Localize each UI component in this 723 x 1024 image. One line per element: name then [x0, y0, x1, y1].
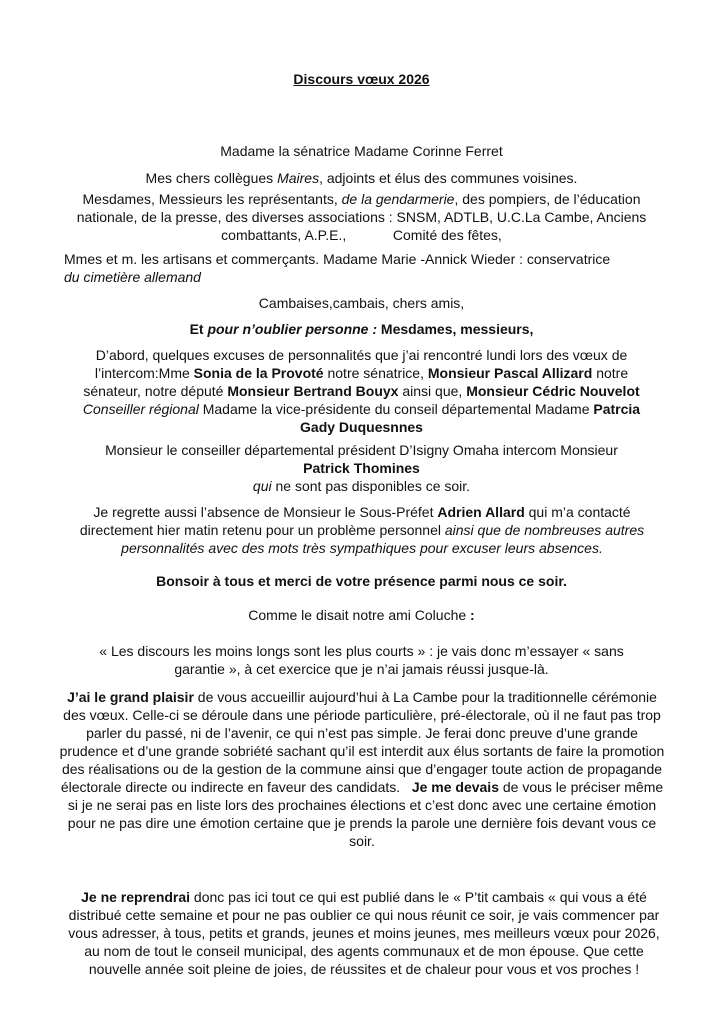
greeting-senatrice	[60, 142, 663, 160]
excuses-text-2: notre sénatrice,	[323, 365, 428, 381]
personne-et: Et	[189, 321, 208, 337]
coluche-line	[60, 606, 663, 624]
name-cedric: Monsieur Cédric Nouvelot	[466, 383, 640, 399]
name-pascal: Monsieur Pascal Allizard	[427, 365, 593, 381]
artisans-text: Mmes et m. les artisans et commerçants. Madame Marie -Annick Wieder : conservatrice	[64, 251, 611, 267]
representants-text-2: , des pompiers, de l’éducation nationale, de la presse, des diverses associations : SNSM, ADTLB, U.C.La Cambe, Anciens combattants, A.P.E., Comité des fêtes,	[76, 191, 651, 243]
bonsoir-text: Bonsoir à tous et merci de votre présence parmi nous ce soir.	[156, 573, 567, 589]
document-title: Discours vœux 2026	[293, 71, 430, 87]
coluche-colon: :	[470, 607, 475, 623]
greeting-artisans	[64, 250, 624, 286]
excuses-conseiller: Conseiller régional	[82, 401, 199, 417]
greeting-collegues	[70, 169, 653, 244]
regrette-text-1: Je regrette aussi l’absence de Monsieur le Sous-Préfet	[93, 504, 438, 520]
excuses-qui: qui	[252, 478, 272, 494]
representants-gendarmerie: de la gendarmerie	[341, 191, 455, 207]
plaisir-text-1: de vous accueillir aujourd’hui à La Cambe pour la traditionnelle cérémonie des vœux. Celle-ci se déroule dans une période particulière, pré-électorale, où il ne faut pas trop parler du passé, ni de l’avenir, ce qui n’est pas simple. Je ferai donc preuve d’une grande prudence et d’une grande sobriété sachant qu’il est interdit aux élus sortants de faire la promotion des réalisations ou de la gestion de la commune ainsi que d’engager toute action de propagande électorale directe ou indirecte en faveur des candidats.	[59, 689, 669, 795]
plaisir-text-2: de vous le préciser même si je ne serai pas en liste lors des prochaines élections et c’est donc avec une certaine émotion pour ne pas dire une émotion certaine que je prends la parole une dernière fois devant vous ce soir.	[67, 779, 664, 849]
plaisir-paragraph	[58, 688, 669, 850]
reprendrai-paragraph	[66, 888, 662, 978]
name-patrick: Patrick Thomines	[303, 460, 420, 476]
quote-paragraph	[90, 642, 633, 678]
greeting-personne	[60, 320, 663, 338]
excuses-p2-end: ne sont pas disponibles ce soir.	[271, 478, 471, 494]
collegues-maires: Maires	[277, 170, 320, 186]
bonsoir-line	[60, 572, 663, 590]
reprendrai-bold: Je ne reprendrai	[81, 889, 191, 905]
personne-oublier: pour n’oublier personne :	[207, 321, 378, 337]
collegues-text-2: , adjoints et élus des communes voisines.	[319, 170, 578, 186]
artisans-cimetiere: du cimetière allemand	[64, 269, 201, 285]
representants-text-1: Mesdames, Messieurs les représentants,	[82, 191, 342, 207]
greeting-amis	[60, 294, 663, 312]
excuses-text-6: Madame la vice-présidente du conseil départemental Madame	[198, 401, 594, 417]
plaisir-devais: Je me devais	[411, 779, 499, 795]
personne-mesdames: Mesdames, messieurs,	[377, 321, 534, 337]
plaisir-bold: J’ai le grand plaisir	[67, 689, 194, 705]
name-patrcia: Patrcia Gady Duquesnnes	[300, 401, 641, 435]
reprendrai-text: donc pas ici tout ce qui est publié dans le « P’tit cambais « qui vous a été distribué cette semaine et pour ne pas oublier ce qui nous réunit ce soir, je vais commencer par vous adresser, à tous, petits et grands, jeunes et moins jeunes, mes meilleurs vœux pour 2026, au nom de tout le conseil municipal, des agents communaux et de mon épouse. Que cette nouvelle année soit pleine de joies, de réussites et de chaleur pour vous et vos proches !	[68, 889, 660, 977]
name-bertrand: Monsieur Bertrand Bouyx	[227, 383, 399, 399]
excuses-text-4: ainsi que,	[398, 383, 467, 399]
excuses-paragraph-1	[66, 346, 657, 436]
excuses-text-1: D’abord, quelques excuses de personnalités que j’ai rencontré lundi lors des vœux de l’intercom:Mme	[94, 347, 628, 381]
regrette-text-2: qui m’a contacté directement hier matin retenu pour un problème personnel	[79, 504, 631, 538]
collegues-text-1: Mes chers collègues	[145, 170, 278, 186]
excuses-p2-text: Monsieur le conseiller départemental président D’Isigny Omaha intercom Monsieur	[105, 442, 618, 458]
amis-text: Cambaises,cambais, chers amis,	[258, 295, 465, 311]
excuses-paragraph-3	[62, 503, 662, 557]
name-sonia: Sonia de la Provoté	[193, 365, 324, 381]
regrette-italic: ainsi que de nombreuses autres personnalités avec des mots très sympathiques pour excuser leurs absences.	[121, 522, 645, 556]
excuses-paragraph-2	[60, 441, 663, 495]
excuses-text-3: notre sénateur, notre député	[83, 365, 629, 399]
name-adrien: Adrien Allard	[437, 504, 525, 520]
quote-text: « Les discours les moins longs sont les plus courts » : je vais donc m’essayer « sans garantie », à cet exercice que je n’ai jamais réussi jusque-là.	[99, 643, 624, 677]
greeting-senatrice-text: Madame la sénatrice Madame Corinne Ferret	[220, 143, 503, 159]
coluche-text: Comme le disait notre ami Coluche	[248, 607, 471, 623]
